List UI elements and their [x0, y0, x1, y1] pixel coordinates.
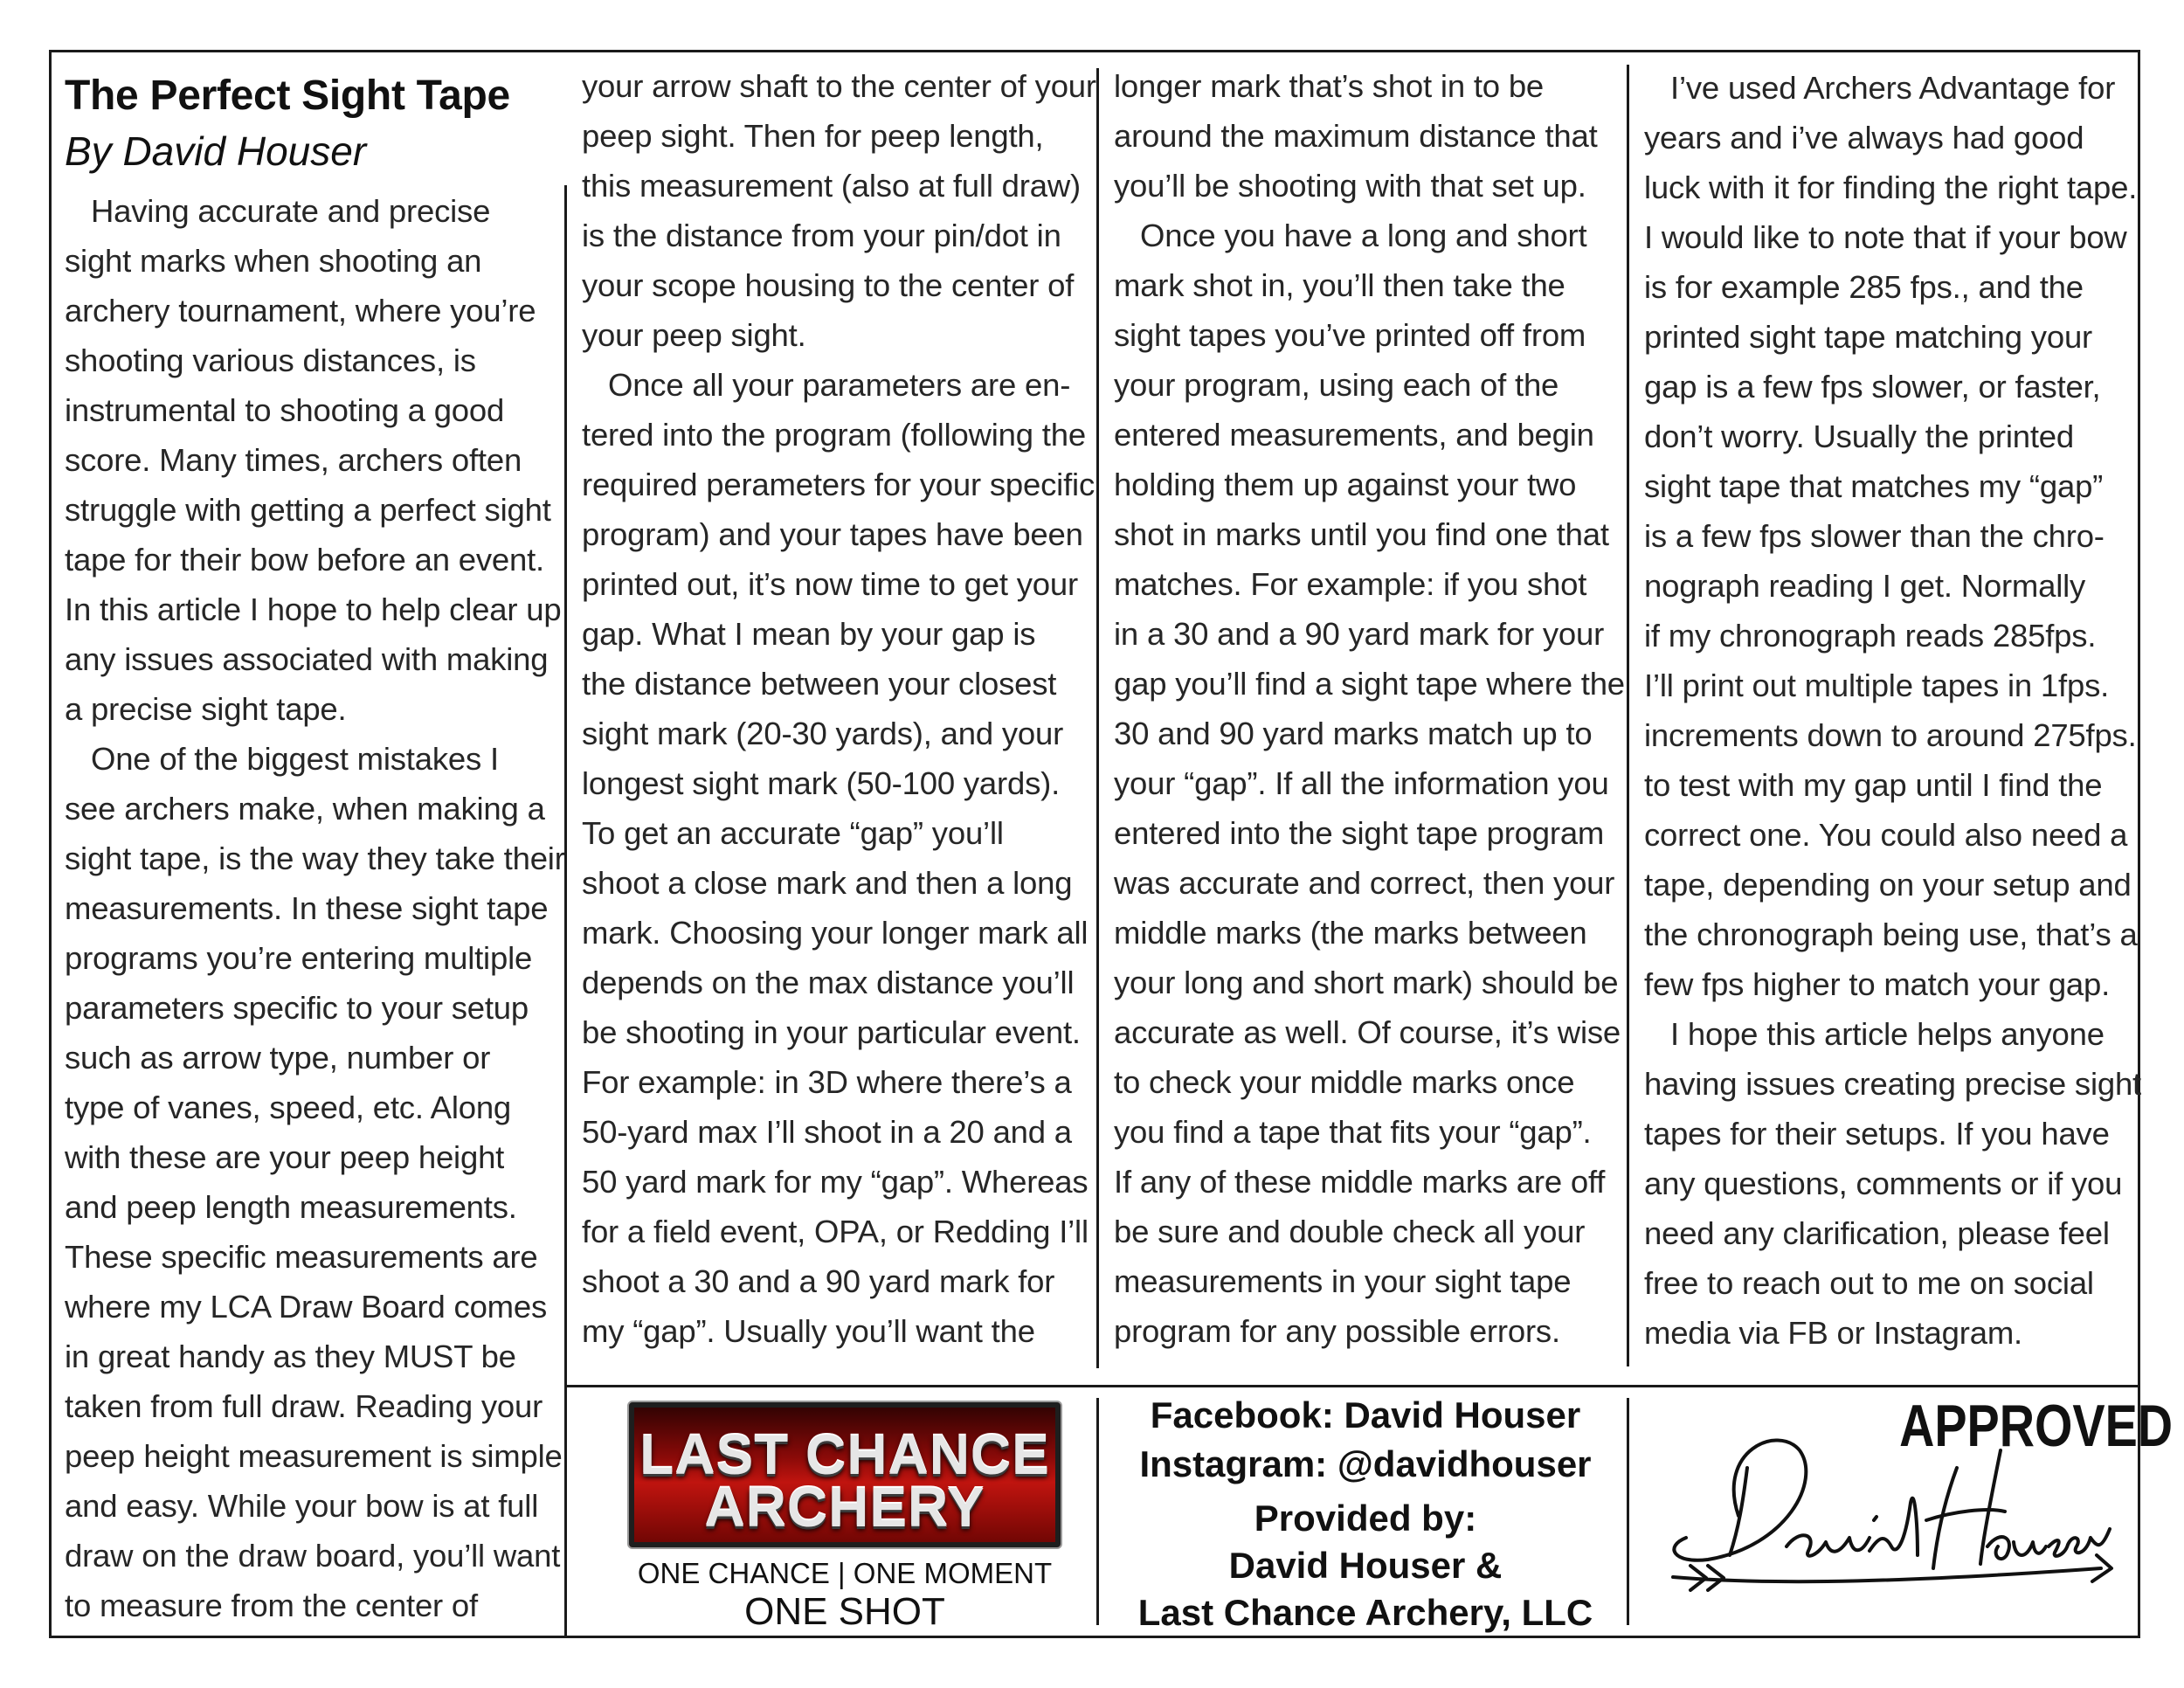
text-line: holding them up against your two [1114, 467, 1577, 502]
text-line: your program, using each of the [1114, 367, 1559, 403]
text-line: where my LCA Draw Board comes [65, 1289, 548, 1325]
text-line: with these are your peep height [65, 1139, 505, 1175]
text-line: such as arrow type, number or [65, 1040, 491, 1076]
article-column-4 [1644, 63, 2141, 1358]
text-line: shot in marks until you find one that [1114, 516, 1609, 552]
text-line: gap you’ll find a sight tape where the [1114, 666, 1625, 702]
text-line: sight tapes you’ve printed off from [1114, 317, 1586, 353]
text-line: in great handy as they MUST be [65, 1339, 516, 1374]
text-line: printed out, it’s now time to get your [582, 566, 1078, 602]
provider-name-2: Last Chance Archery, LLC [1137, 1592, 1593, 1633]
text-line: luck with it for finding the right tape. [1644, 169, 2138, 205]
footer-divider [1627, 1398, 1629, 1625]
text-line: instrumental to shooting a good [65, 392, 505, 428]
text-line: to measure from the center of [65, 1588, 478, 1623]
text-line: measurements. In these sight tape [65, 890, 549, 926]
text-line: few fps higher to match your gap. [1644, 966, 2111, 1002]
text-line: measurements in your sight tape [1114, 1263, 1572, 1299]
text-line: tape for their bow before an event. [65, 542, 544, 578]
text-line: is the distance from your pin/dot in [582, 218, 1061, 253]
text-line: to test with my gap until I find the [1644, 767, 2103, 803]
text-line: sight tape, is the way they take their [65, 841, 565, 876]
text-line: longest sight mark (50-100 yards). [582, 765, 1061, 801]
text-line: printed sight tape matching your [1644, 319, 2093, 355]
text-line: your scope housing to the center of [582, 267, 1075, 303]
text-line: is for example 285 fps., and the [1644, 269, 2084, 305]
text-line: your “gap”. If all the information you [1114, 765, 1609, 801]
text-line: peep height measurement is simple [65, 1438, 563, 1474]
text-line: if my chronograph reads 285fps. [1644, 618, 2097, 654]
text-line: programs you’re entering multiple [65, 940, 533, 976]
article-column-2 [582, 61, 1096, 1356]
text-line: in a 30 and a 90 yard mark for your [1114, 616, 1605, 652]
text-line: sight mark (20-30 yards), and your [582, 716, 1064, 751]
logo-line-2: ARCHERY [704, 1476, 985, 1539]
text-line: tered into the program (following the [582, 417, 1086, 453]
text-line: I’ll print out multiple tapes in 1fps. [1644, 668, 2110, 703]
text-line: the chronograph being use, that’s a [1644, 917, 2138, 952]
approved-stamp: APPROVED [1899, 1393, 2174, 1459]
text-line: don’t worry. Usually the printed [1644, 419, 2074, 454]
text-line: I hope this article helps anyone [1670, 1016, 2105, 1052]
text-line: be shooting in your particular event. [582, 1014, 1081, 1050]
text-line: Having accurate and precise [91, 193, 491, 229]
text-line: see archers make, when making a [65, 791, 545, 827]
text-line: score. Many times, archers often [65, 442, 522, 478]
text-line: need any clarification, please feel [1644, 1215, 2110, 1251]
text-line: and easy. While your bow is at full [65, 1488, 539, 1524]
text-line: this measurement (also at full draw) [582, 168, 1081, 204]
text-line: is a few fps slower than the chro- [1644, 518, 2105, 554]
text-line: gap is a few fps slower, or faster, [1644, 369, 2101, 405]
text-line: matches. For example: if you shot [1114, 566, 1587, 602]
text-line: I’ve used Archers Advantage for [1670, 70, 2116, 106]
instagram-handle: Instagram: @davidhouser [1139, 1443, 1592, 1484]
text-line: be sure and double check all your [1114, 1214, 1586, 1249]
text-line: peep sight. Then for peep length, [582, 118, 1044, 154]
text-line: you find a tape that fits your “gap”. [1114, 1114, 1592, 1150]
text-line: draw on the draw board, you’ll want [65, 1538, 561, 1574]
footer-divider [1096, 1398, 1099, 1625]
text-line: entered into the sight tape program [1114, 815, 1605, 851]
text-line: shoot a close mark and then a long [582, 865, 1073, 901]
text-line: 30 and 90 yard marks match up to [1114, 716, 1593, 751]
text-line: a precise sight tape. [65, 691, 347, 727]
text-line: Once you have a long and short [1140, 218, 1587, 253]
text-line: In this article I hope to help clear up [65, 591, 562, 627]
text-line: correct one. You could also need a [1644, 817, 2128, 853]
provider-name-1: David Houser & [1228, 1545, 1503, 1586]
text-line: parameters specific to your setup [65, 990, 529, 1026]
text-line: having issues creating precise sight [1644, 1066, 2141, 1102]
text-line: Once all your parameters are en- [608, 367, 1071, 403]
text-line: 50-yard max I’ll shoot in a 20 and a [582, 1114, 1072, 1150]
provided-by-label: Provided by: [1254, 1498, 1477, 1539]
article-column-3 [1114, 61, 1625, 1356]
text-line: depends on the max distance you’ll [582, 965, 1075, 1000]
text-line: nograph reading I get. Normally [1644, 568, 2086, 604]
text-line: gap. What I mean by your gap is [582, 616, 1036, 652]
footer-divider [564, 1385, 2140, 1387]
text-line: sight tape that matches my “gap” [1644, 468, 2104, 504]
text-line: the distance between your closest [582, 666, 1057, 702]
text-line: your peep sight. [582, 317, 806, 353]
logo-tagline-2: ONE SHOT [744, 1590, 945, 1633]
text-line: accurate as well. Of course, it’s wise [1114, 1014, 1621, 1050]
article-title: The Perfect Sight Tape [65, 73, 510, 119]
article-byline: By David Houser [65, 128, 367, 174]
column-divider [1096, 68, 1099, 1368]
text-line: years and i’ve always had good [1644, 120, 2084, 156]
column-divider [1627, 65, 1629, 1366]
text-line: To get an accurate “gap” you’ll [582, 815, 1004, 851]
last-chance-archery-logo [627, 1401, 1062, 1549]
text-line: middle marks (the marks between [1114, 915, 1587, 951]
text-line: you’ll be shooting with that set up. [1114, 168, 1586, 204]
text-line: entered measurements, and begin [1114, 417, 1594, 453]
text-line: your arrow shaft to the center of your [582, 68, 1096, 104]
text-line: taken from full draw. Reading your [65, 1388, 543, 1424]
text-line: These specific measurements are [65, 1239, 538, 1275]
handwritten-signature [1655, 1415, 2127, 1608]
text-line: tape, depending on your setup and [1644, 867, 2132, 903]
text-line: type of vanes, speed, etc. Along [65, 1090, 512, 1125]
text-line: tapes for their setups. If you have [1644, 1116, 2110, 1152]
text-line: shooting various distances, is [65, 342, 476, 378]
text-line: required perameters for your specific [582, 467, 1095, 502]
text-line: increments down to around 275fps. [1644, 717, 2137, 753]
logo-line-1: LAST CHANCE [639, 1423, 1050, 1486]
text-line: mark. Choosing your longer mark all [582, 915, 1089, 951]
text-line: any issues associated with making [65, 641, 549, 677]
text-line: longer mark that’s shot in to be [1114, 68, 1545, 104]
text-line: your long and short mark) should be [1114, 965, 1619, 1000]
text-line: to check your middle marks once [1114, 1064, 1575, 1100]
text-line: One of the biggest mistakes I [91, 741, 499, 777]
text-line: around the maximum distance that [1114, 118, 1598, 154]
text-line: program for any possible errors. [1114, 1313, 1560, 1349]
text-line: shoot a 30 and a 90 yard mark for [582, 1263, 1055, 1299]
logo-tagline: ONE CHANCE | ONE MOMENT [637, 1557, 1053, 1589]
text-line: was accurate and correct, then your [1114, 865, 1615, 901]
text-line: for a field event, OPA, or Redding I’ll [582, 1214, 1089, 1249]
text-line: my “gap”. Usually you’ll want the [582, 1313, 1035, 1349]
text-line: mark shot in, you’ll then take the [1114, 267, 1565, 303]
text-line: archery tournament, where you’re [65, 293, 536, 329]
text-line: struggle with getting a perfect sight [65, 492, 551, 528]
text-line: I would like to note that if your bow [1644, 219, 2127, 255]
text-line: any questions, comments or if you [1644, 1166, 2123, 1201]
article-column-1 [65, 186, 565, 1630]
text-line: free to reach out to me on social [1644, 1265, 2094, 1301]
facebook-handle: Facebook: David Houser [1150, 1394, 1581, 1435]
text-line: If any of these middle marks are off [1114, 1164, 1606, 1200]
text-line: media via FB or Instagram. [1644, 1315, 2022, 1351]
text-line: For example: in 3D where there’s a [582, 1064, 1072, 1100]
text-line: sight marks when shooting an [65, 243, 482, 279]
text-line: program) and your tapes have been [582, 516, 1083, 552]
text-line: and peep length measurements. [65, 1189, 517, 1225]
text-line: 50 yard mark for my “gap”. Whereas [582, 1164, 1089, 1200]
